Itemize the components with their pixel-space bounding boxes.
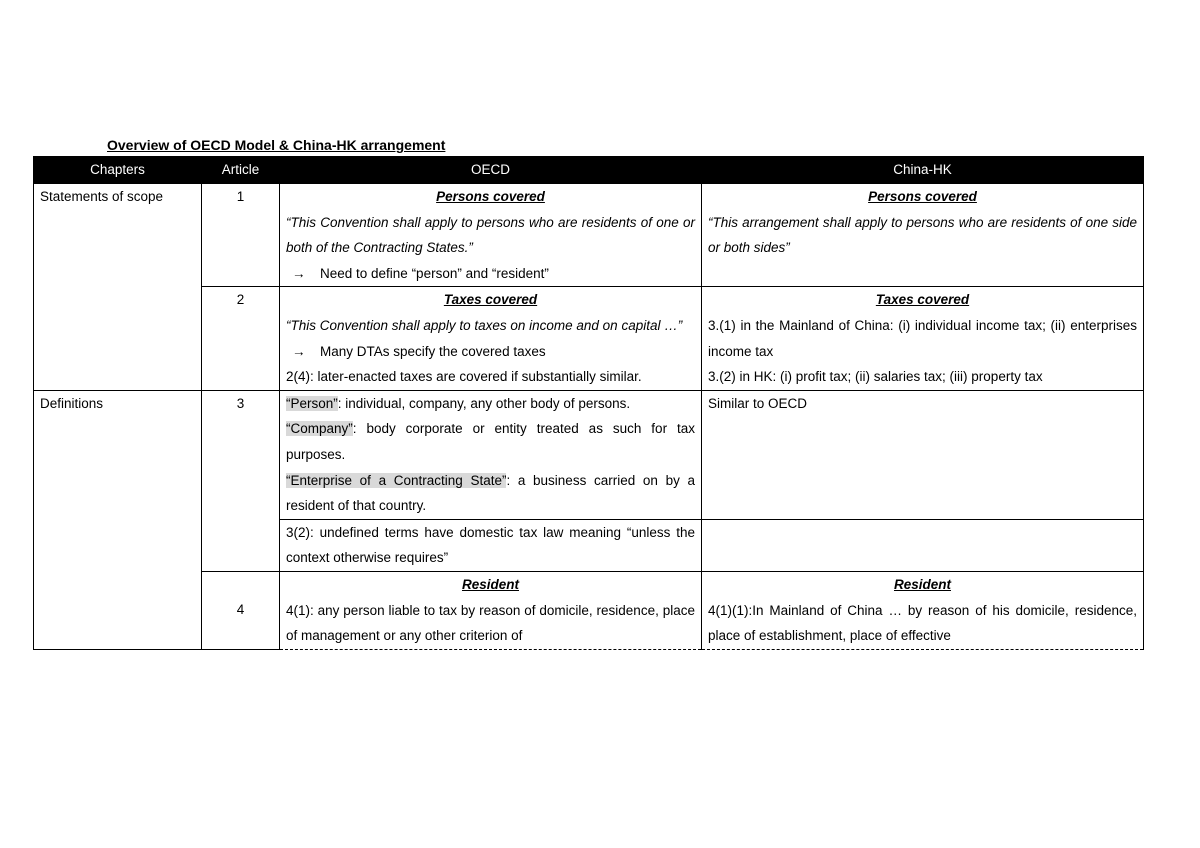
article-number: 1 xyxy=(236,189,245,204)
header-row xyxy=(34,157,1144,184)
section-heading: Persons covered xyxy=(868,189,977,204)
table-row-article-3 xyxy=(34,390,1144,519)
section-heading: Resident xyxy=(461,576,519,592)
oecd-cell-article-4 xyxy=(280,571,702,649)
article-number: 2 xyxy=(236,292,245,308)
header-oecd: OECD xyxy=(280,157,702,184)
chapter-label: Statements of scope xyxy=(40,189,164,204)
definition-text: : body corporate or entity treated as such for tax purposes. xyxy=(286,421,695,462)
body-text: 4(1)(1):In Mainland of China … by reason of his domicile, residence, place of establishment, place of effective xyxy=(708,602,1137,644)
china-hk-cell-article-4 xyxy=(702,571,1144,649)
chapter-label: Definitions xyxy=(40,395,104,411)
section-heading: Taxes covered xyxy=(875,292,970,308)
definition-text: : a business carried on by a resident of that country. xyxy=(286,472,695,514)
section-heading: Resident xyxy=(893,576,951,592)
header-article: Article xyxy=(202,157,280,184)
china-hk-cell-article-3 xyxy=(702,390,1144,519)
header-chapters: Chapters xyxy=(34,157,202,184)
article-number-cell xyxy=(202,571,280,649)
oecd-cell-article-2 xyxy=(280,287,702,390)
chapter-cell-scope xyxy=(34,184,202,391)
table-row-article-1 xyxy=(34,184,1144,287)
china-hk-cell-article-2 xyxy=(702,287,1144,390)
definition-person xyxy=(286,391,695,417)
oecd-cell-article-1 xyxy=(280,184,702,287)
article-number: 3 xyxy=(236,395,245,411)
note-text: Many DTAs specify the covered taxes xyxy=(320,343,546,359)
china-hk-cell-article-1 xyxy=(702,184,1144,287)
document-title: Overview of OECD Model & China-HK arrangement xyxy=(107,137,446,153)
arrow-icon: → xyxy=(292,343,306,359)
body-text: 3(2): undefined terms have domestic tax law meaning “unless the context otherwise requires” xyxy=(286,524,695,566)
section-heading: Taxes covered xyxy=(443,292,538,308)
overview-table xyxy=(33,156,1144,650)
term-highlight: “Enterprise of a Contracting State” xyxy=(286,472,507,488)
body-text: Similar to OECD xyxy=(708,395,808,411)
article-number-cell xyxy=(202,184,280,287)
definition-company xyxy=(286,416,695,467)
article-number-cell xyxy=(202,287,280,390)
chapter-cell-definitions xyxy=(34,390,202,649)
oecd-cell-article-3 xyxy=(280,390,702,519)
oecd-cell-article-3-2 xyxy=(280,519,702,571)
article-number: 4 xyxy=(236,601,245,617)
body-text: 3.(1) in the Mainland of China: (i) individual income tax; (ii) enterprises income tax xyxy=(708,317,1137,359)
header-china-hk: China-HK xyxy=(702,157,1144,184)
quote-text: “This arrangement shall apply to persons who are residents of one side or both sides” xyxy=(708,214,1137,256)
section-heading: Persons covered xyxy=(436,189,545,204)
body-text: 2(4): later-enacted taxes are covered if substantially similar. xyxy=(286,369,642,385)
quote-text: “This Convention shall apply to taxes on income and on capital …” xyxy=(286,317,683,333)
body-text: 3.(2) in HK: (i) profit tax; (ii) salaries tax; (iii) property tax xyxy=(708,369,1043,385)
note-line xyxy=(286,339,695,365)
term-highlight: “Company” xyxy=(286,421,353,437)
quote-text: “This Convention shall apply to persons who are residents of one or both of the Contracting States.” xyxy=(286,214,695,256)
body-text: 4(1): any person liable to tax by reason of domicile, residence, place of management or any other criterion of xyxy=(286,602,695,644)
term-highlight: “Person” xyxy=(286,395,338,411)
article-number-cell xyxy=(202,390,280,571)
arrow-icon: → xyxy=(292,265,306,281)
definition-text: : individual, company, any other body of persons. xyxy=(337,395,631,411)
note-text: Need to define “person” and “resident” xyxy=(320,265,549,281)
definition-enterprise xyxy=(286,468,695,519)
china-hk-cell-article-3-2 xyxy=(702,519,1144,571)
note-line xyxy=(286,261,695,287)
